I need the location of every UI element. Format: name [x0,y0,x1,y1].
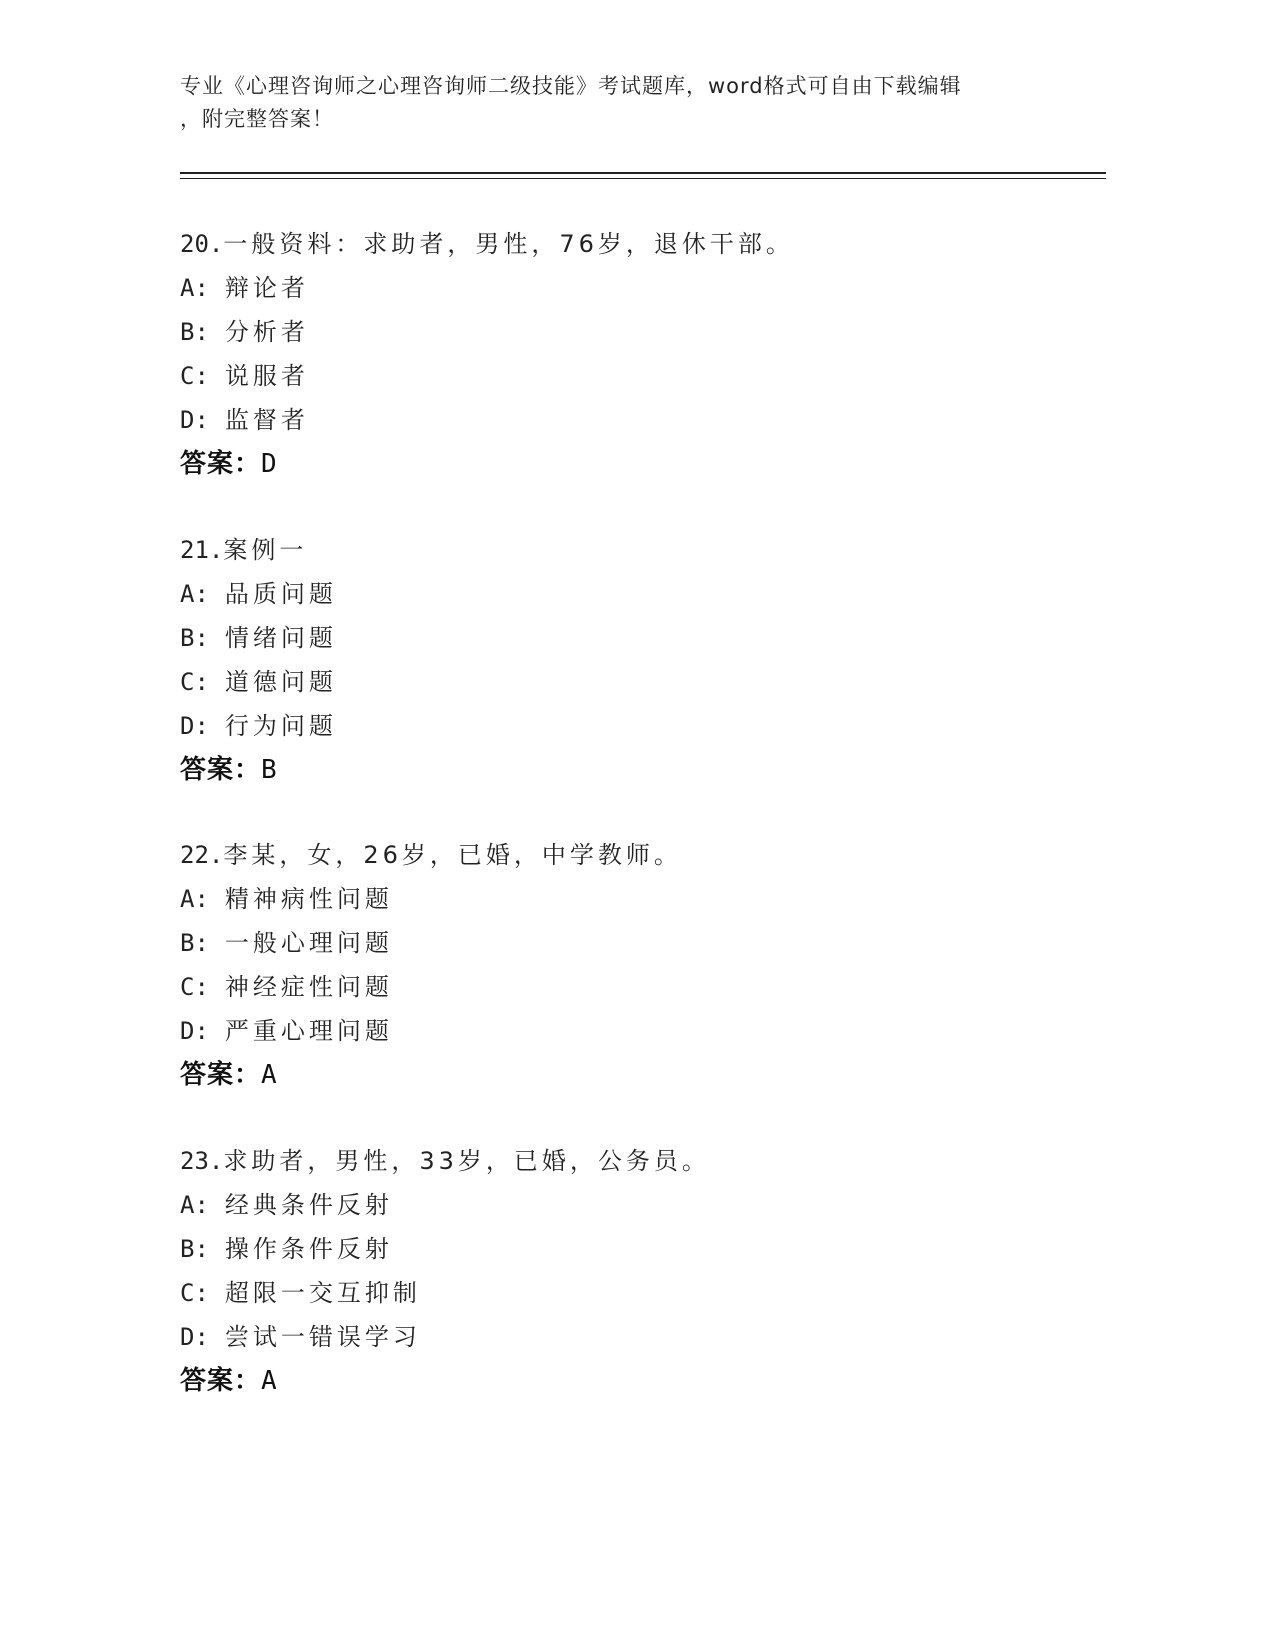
question-number: 20. [180,230,224,258]
answer-label: 答案： [180,755,262,785]
option-text: 经典条件反射 [224,1191,393,1219]
option-b [180,310,1080,354]
option-letter: B: [180,624,209,652]
option-text: 精神病性问题 [224,885,393,913]
answer [180,442,1080,486]
option-letter: D: [180,1017,209,1045]
option-letter: C: [180,668,209,696]
option-d [180,398,1080,442]
option-letter: D: [180,406,209,434]
option-a [180,1183,1080,1227]
question-23 [180,1139,1080,1403]
header-line-2: ，附完整答案！ [180,107,334,131]
option-a [180,572,1080,616]
question-number: 23. [180,1147,224,1175]
option-b [180,921,1080,965]
question-text: 一般资料：求助者，男性，76岁，退休干部。 [223,230,794,258]
option-c [180,660,1080,704]
header-divider-thick [180,172,1106,174]
option-d [180,1009,1080,1053]
option-c [180,965,1080,1009]
answer-label: 答案： [180,1060,262,1090]
question-text: 案例一 [223,536,308,564]
question-stem [180,222,1080,266]
option-text: 一般心理问题 [224,929,393,957]
option-b [180,1227,1080,1271]
document-header [180,70,1060,136]
question-stem [180,833,1080,877]
question-22 [180,833,1080,1097]
option-letter: D: [180,1323,209,1351]
option-letter: B: [180,929,209,957]
option-letter: B: [180,318,209,346]
question-stem [180,528,1080,572]
option-a [180,877,1080,921]
header-line-1: 专业《心理咨询师之心理咨询师二级技能》考试题库，word格式可自由下载编辑 [180,74,962,98]
option-letter: A: [180,580,209,608]
option-letter: D: [180,712,209,740]
answer [180,1053,1080,1097]
question-number: 21. [180,536,224,564]
question-number: 22. [180,841,224,869]
option-text: 操作条件反射 [224,1235,393,1263]
question-text: 李某，女，26岁，已婚，中学教师。 [223,841,682,869]
option-d [180,1315,1080,1359]
option-text: 说服者 [224,362,309,390]
option-text: 情绪问题 [224,624,337,652]
option-letter: A: [180,885,209,913]
question-20 [180,222,1080,486]
answer-value: A [261,1366,277,1396]
answer-value: A [261,1060,277,1090]
answer [180,1359,1080,1403]
option-text: 神经症性问题 [224,973,393,1001]
option-text: 品质问题 [224,580,337,608]
answer-value: D [261,449,277,479]
option-letter: A: [180,1191,209,1219]
option-d [180,704,1080,748]
option-letter: C: [180,973,209,1001]
answer-label: 答案： [180,1366,262,1396]
option-text: 超限一交互抑制 [224,1279,421,1307]
option-text: 监督者 [224,406,309,434]
option-text: 分析者 [224,318,309,346]
answer-label: 答案： [180,449,262,479]
option-text: 严重心理问题 [224,1017,393,1045]
answer [180,748,1080,792]
option-letter: B: [180,1235,209,1263]
option-a [180,266,1080,310]
option-letter: A: [180,274,209,302]
question-text: 求助者，男性，33岁，已婚，公务员。 [223,1147,710,1175]
option-text: 道德问题 [224,668,337,696]
header-divider-thin [180,178,1106,179]
option-text: 行为问题 [224,712,337,740]
question-21 [180,528,1080,792]
question-stem [180,1139,1080,1183]
option-text: 辩论者 [224,274,309,302]
option-text: 尝试一错误学习 [224,1323,421,1351]
option-c [180,1271,1080,1315]
option-c [180,354,1080,398]
answer-value: B [261,755,277,785]
option-b [180,616,1080,660]
option-letter: C: [180,362,209,390]
option-letter: C: [180,1279,209,1307]
